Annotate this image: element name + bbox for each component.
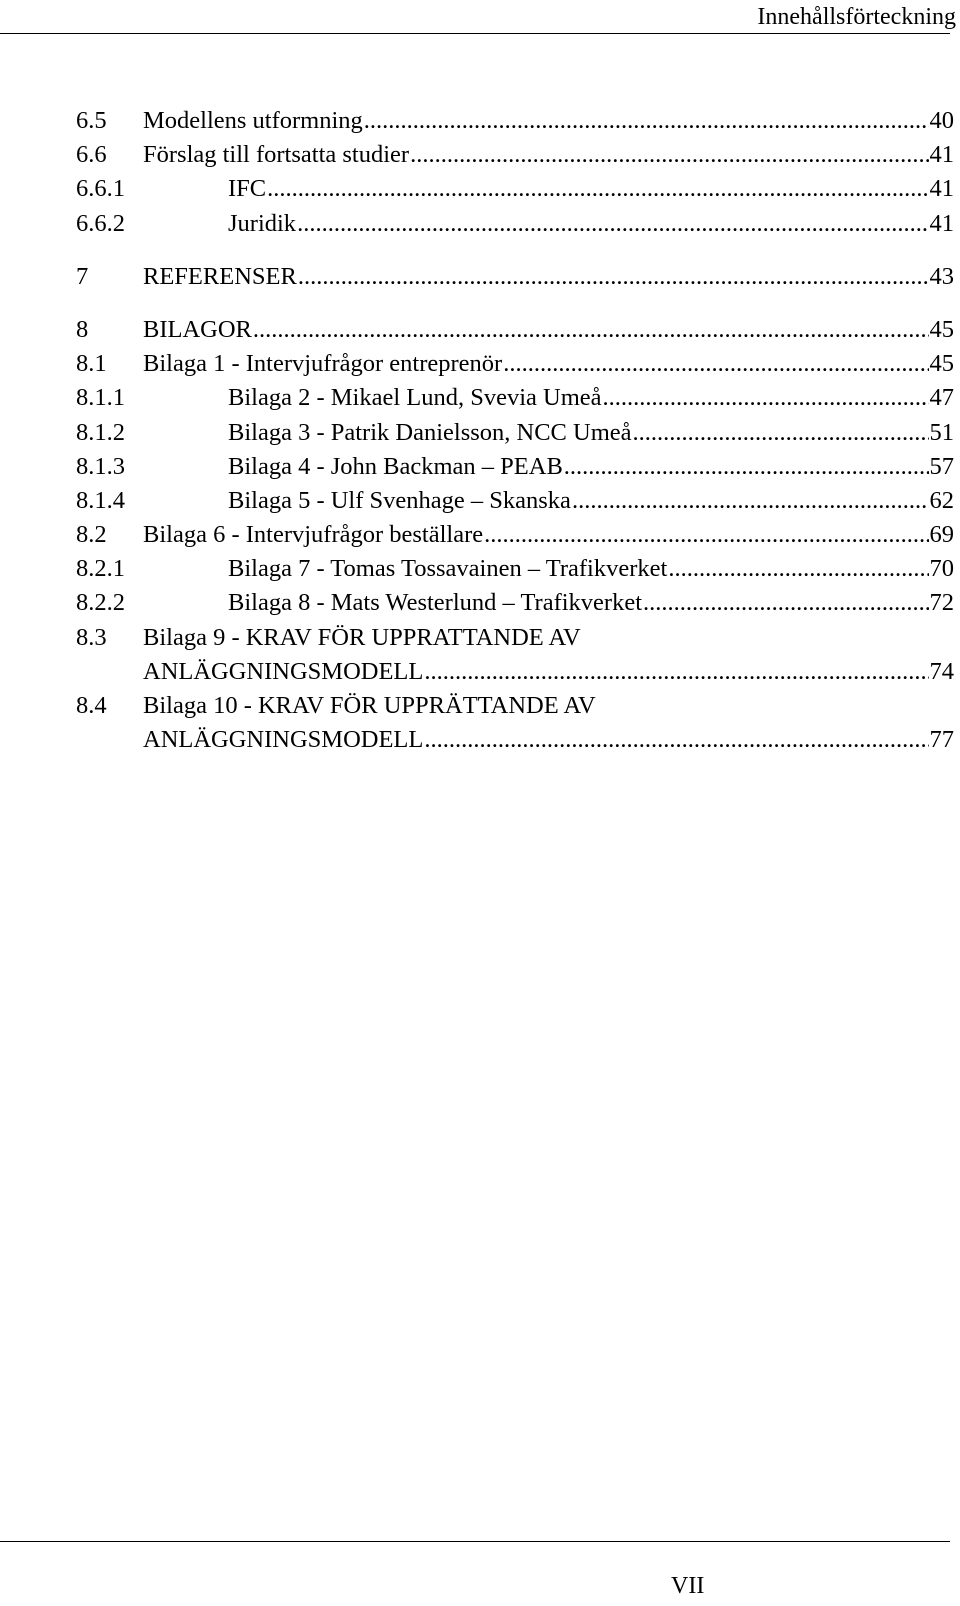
toc-entry-title: Förslag till fortsatta studier bbox=[143, 141, 410, 169]
toc-entry[interactable] bbox=[76, 172, 954, 206]
toc-entry-title: Juridik bbox=[228, 209, 297, 237]
toc-dot-leader bbox=[410, 138, 928, 172]
header-title: Innehållsförteckning bbox=[757, 4, 956, 30]
toc-entry-number: 8.1.1 bbox=[76, 384, 125, 412]
toc-entry-title: IFC bbox=[228, 175, 267, 203]
toc-entry-number: 8.4 bbox=[76, 692, 107, 720]
toc-entry-title: Modellens utformning bbox=[143, 107, 363, 134]
toc-entry-title: BILAGOR bbox=[143, 315, 252, 343]
toc-entry-title: REFERENSER bbox=[143, 262, 297, 290]
toc-entry-page: 70 bbox=[929, 555, 954, 583]
toc-entry-page: 57 bbox=[929, 452, 954, 480]
toc-entry-number: 8.1 bbox=[76, 350, 107, 378]
toc-dot-leader bbox=[572, 484, 929, 518]
toc-dot-leader bbox=[503, 347, 928, 381]
toc-entry-page: 72 bbox=[929, 589, 954, 617]
footer-divider bbox=[0, 1541, 950, 1542]
toc-entry-title-line1: Bilaga 9 - KRAV FÖR UPPRATTANDE AV bbox=[143, 623, 581, 651]
toc-entry[interactable] bbox=[76, 484, 954, 518]
toc-entry-number: 7 bbox=[76, 262, 89, 290]
toc-entry-number: 6.6.2 bbox=[76, 209, 125, 237]
toc-entry-number: 8.1.4 bbox=[76, 486, 125, 514]
toc-entry-page: 45 bbox=[929, 350, 954, 378]
toc-entry[interactable] bbox=[76, 450, 954, 484]
toc-dot-leader bbox=[603, 381, 929, 415]
toc-entry[interactable] bbox=[76, 260, 954, 294]
toc-entry[interactable] bbox=[76, 689, 954, 757]
toc-dot-leader bbox=[253, 313, 929, 347]
toc-entry-page: 41 bbox=[929, 175, 954, 203]
toc-entry-number: 8.2.2 bbox=[76, 589, 125, 617]
toc-entry-number: 8.1.2 bbox=[76, 418, 125, 446]
toc-entry-page: 41 bbox=[929, 141, 954, 169]
toc-entry-page: 74 bbox=[929, 657, 954, 685]
toc-entry-page: 51 bbox=[929, 418, 954, 446]
toc-entry-title-line2: ANLÄGGNINGSMODELL bbox=[143, 657, 424, 685]
toc-dot-leader bbox=[298, 260, 929, 294]
toc-entry[interactable] bbox=[76, 621, 954, 689]
toc-entry-page: 77 bbox=[929, 726, 954, 754]
toc-entry-page: 69 bbox=[929, 521, 954, 549]
toc-entry-page: 43 bbox=[929, 262, 954, 290]
toc-dot-leader bbox=[424, 723, 928, 757]
toc-entry[interactable] bbox=[76, 104, 954, 138]
toc-entry-title: Bilaga 8 - Mats Westerlund – Trafikverket bbox=[228, 589, 643, 617]
toc-dot-leader bbox=[564, 450, 929, 484]
table-of-contents bbox=[76, 104, 954, 757]
toc-entry-title: Bilaga 6 - Intervjufrågor beställare bbox=[143, 521, 484, 549]
toc-entry-title: Bilaga 2 - Mikael Lund, Svevia Umeå bbox=[228, 384, 602, 412]
toc-entry-number: 8 bbox=[76, 315, 89, 343]
toc-entry-title: Bilaga 5 - Ulf Svenhage – Skanska bbox=[228, 486, 571, 514]
toc-entry[interactable] bbox=[76, 313, 954, 347]
toc-dot-leader bbox=[297, 207, 928, 241]
toc-entry[interactable] bbox=[76, 347, 954, 381]
toc-entry[interactable] bbox=[76, 416, 954, 450]
page-number: VII bbox=[671, 1573, 705, 1599]
toc-entry-title-line2: ANLÄGGNINGSMODELL bbox=[143, 726, 424, 754]
toc-entry-page: 45 bbox=[929, 315, 954, 343]
toc-entry-page: 41 bbox=[929, 209, 954, 237]
toc-entry-page: 40 bbox=[929, 107, 954, 134]
toc-entry-title: Bilaga 4 - John Backman – PEAB bbox=[228, 452, 563, 480]
toc-dot-leader bbox=[633, 416, 929, 450]
page-header bbox=[0, 0, 960, 34]
toc-entry-title: Bilaga 7 - Tomas Tossavainen – Trafikverket bbox=[228, 555, 668, 583]
toc-entry-number: 8.3 bbox=[76, 623, 107, 651]
toc-entry-title: Bilaga 3 - Patrik Danielsson, NCC Umeå bbox=[228, 418, 632, 446]
toc-entry[interactable] bbox=[76, 138, 954, 172]
toc-entry-page: 47 bbox=[929, 384, 954, 412]
toc-entry[interactable] bbox=[76, 381, 954, 415]
toc-entry[interactable] bbox=[76, 207, 954, 241]
toc-dot-leader bbox=[424, 655, 928, 689]
toc-entry-number: 8.2.1 bbox=[76, 555, 125, 583]
toc-dot-leader bbox=[643, 586, 928, 620]
toc-entry-number: 6.6.1 bbox=[76, 175, 125, 203]
toc-entry[interactable] bbox=[76, 518, 954, 552]
toc-dot-leader bbox=[668, 552, 928, 586]
header-divider bbox=[0, 33, 950, 34]
toc-entry-title-line1: Bilaga 10 - KRAV FÖR UPPRÄTTANDE AV bbox=[143, 692, 596, 720]
toc-entry-page: 62 bbox=[929, 486, 954, 514]
toc-dot-leader bbox=[484, 518, 928, 552]
toc-entry-title: Bilaga 1 - Intervjufrågor entreprenör bbox=[143, 350, 503, 378]
toc-entry-number: 8.1.3 bbox=[76, 452, 125, 480]
toc-dot-leader bbox=[364, 104, 929, 138]
toc-entry-number: 6.6 bbox=[76, 141, 107, 169]
toc-entry-number: 6.5 bbox=[76, 107, 107, 134]
toc-entry[interactable] bbox=[76, 586, 954, 620]
toc-dot-leader bbox=[267, 172, 928, 206]
toc-entry-number: 8.2 bbox=[76, 521, 107, 549]
toc-entry[interactable] bbox=[76, 552, 954, 586]
